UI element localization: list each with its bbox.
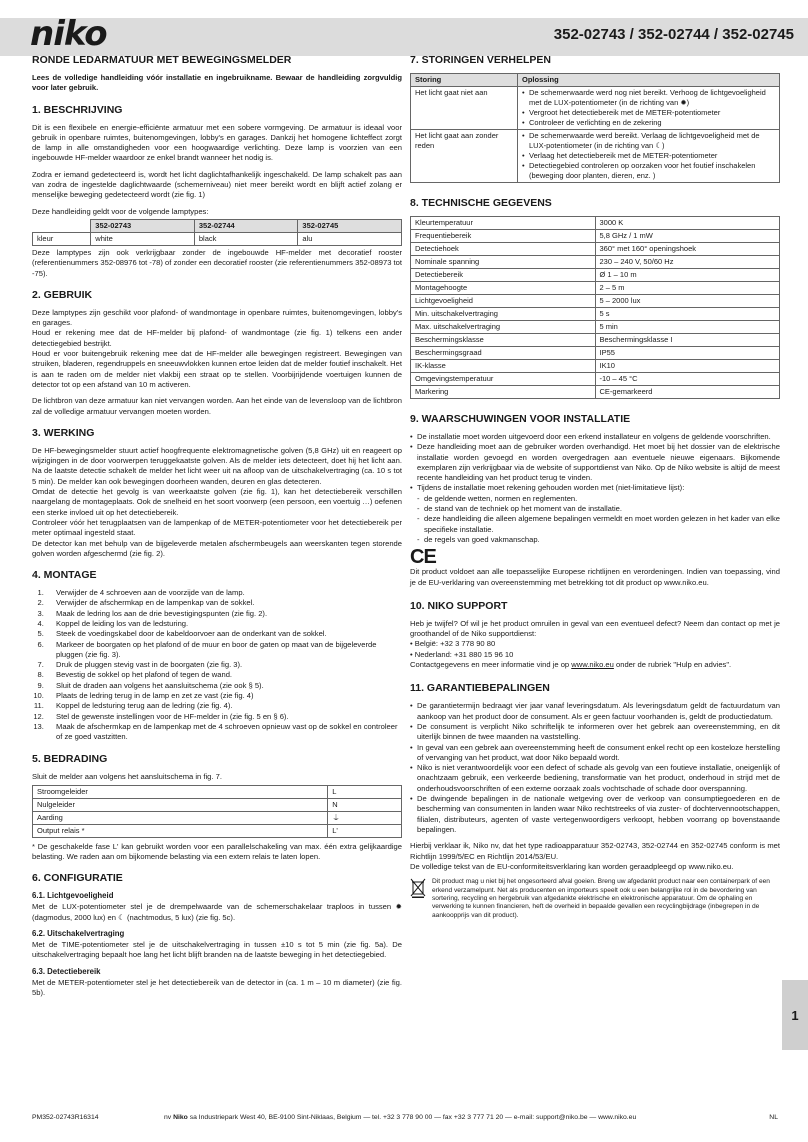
footer-company-prefix: nv <box>164 1114 174 1121</box>
heading-bedrading: 5. BEDRADING <box>32 752 108 765</box>
lamp-types-table <box>32 219 402 246</box>
table-cell: 5 min <box>595 321 780 334</box>
ground-icon: ⏚ <box>328 811 402 824</box>
list-item: • De garantietermijn bedraagt vier jaar vanaf leveringsdatum. Als leveringsdatum geldt de factuurdatum van aankoop van het product door de consument. Als er geen factuur voorhanden is, geldt de productiedatum. <box>417 701 780 722</box>
werking-p4: De detector kan met behulp van de bijgeleverde metalen afschermbeugels aan weerskanten tegen storende golven worden afgeschermd (zie fig. 2). <box>32 538 402 558</box>
list-item: - de stand van de techniek op het moment van de installatie. <box>424 504 780 514</box>
table-row <box>411 386 780 399</box>
list-item: • De schemerwaarde werd nog niet bereikt. Verhoog de lichtgevoeligheid met de LUX-potentiometer (in de richting van ✹) <box>529 88 775 108</box>
table-cell: white <box>91 232 195 245</box>
table-cell: Nulgeleider <box>33 798 328 811</box>
table-row <box>411 321 780 334</box>
weee-bin-icon <box>410 878 426 898</box>
list-item: - de geldende wetten, normen en reglementen. <box>424 494 780 504</box>
niko-website-link[interactable]: www.niko.eu <box>571 660 614 670</box>
table-row <box>411 308 780 321</box>
warnings-b3-text: Tijdens de installatie moet rekening gehouden worden met (niet-limitatieve lijst): <box>417 483 685 493</box>
list-item: 7. Druk de pluggen stevig vast in de boorgaten (zie fig. 3). <box>46 660 402 670</box>
table-cell: Detectiehoek <box>411 243 596 256</box>
table-cell: Aarding <box>33 811 328 824</box>
gebruik-p3: Houd er voor buitengebruik rekening mee dat de HF-melder alle bewegingen registreert. Bewegingen van struiken, bladeren, regendruppels en sneeuwvlokken kunnen ertoe leiden dat de melder foutief inschakelt. Het is aan te raden om de melder niet vlakbij een straat op te stellen. Voorbijrijdende voertuigen kunnen de detector tot op een afstand van 10 m activeren. <box>32 349 402 389</box>
table-cell: Omgevingstemperatuur <box>411 373 596 386</box>
heading-werking: 3. WERKING <box>32 426 95 439</box>
table-cell: 5 s <box>595 308 780 321</box>
werking-p3: Controleer vóór het terugplaatsen van de lampenkap of de METER-potentiometer voor het detectiebereik per meter optimaal ingesteld staat. <box>32 517 402 538</box>
heading-garantie: 11. GARANTIEBEPALINGEN <box>410 682 550 695</box>
table-row <box>33 824 402 837</box>
table-cell: Beschermingsklasse I <box>595 334 780 347</box>
weee-notice <box>410 878 780 920</box>
table-cell <box>518 87 780 130</box>
list-item: • Verlaag het detectiebereik met de METER-potentiometer <box>529 151 775 161</box>
table-row <box>411 295 780 308</box>
heading-storingen: 7. STORINGEN VERHELPEN <box>410 54 552 66</box>
declaration-text-2: De volledige tekst van de EU-conformiteitsverklaring kan worden geraadpleegd op www.niko.eu. <box>410 861 734 871</box>
table-cell: Het licht gaat aan zonder reden <box>411 130 518 183</box>
table-cell: kleur <box>33 232 91 245</box>
table-cell <box>518 130 780 183</box>
table-row <box>411 334 780 347</box>
table-cell: Lichtgevoeligheid <box>411 295 596 308</box>
table-corner <box>33 219 91 232</box>
table-row <box>411 373 780 386</box>
ce-mark-icon: CE <box>410 546 436 569</box>
list-item: 3. Maak de ledring los aan de drie bevestigingspunten (zie fig. 2). <box>46 609 402 619</box>
list-item: 9. Sluit de draden aan volgens het aansluitschema (zie ook § 5). <box>46 681 402 691</box>
support-belgium: • België: +32 3 778 90 80 <box>410 639 496 649</box>
list-item: • In geval van een gebrek aan overeenstemming heeft de consument enkel recht op een kosteloze herstelling of vervanging van het product, wat door Niko bepaald wordt. <box>417 743 780 764</box>
table-cell: Beschermingsklasse <box>411 334 596 347</box>
table-cell: N <box>328 798 402 811</box>
config-p63: Met de METER-potentiometer stel je het detectiebereik van de detector in (ca. 1 m – 10 m diameter) (zie fig. 5b). <box>32 977 402 997</box>
support-netherlands: • Nederland: +31 880 15 96 10 <box>410 649 514 659</box>
table-cell: Montagehoogte <box>411 282 596 295</box>
table-cell: Min. uitschakelvertraging <box>411 308 596 321</box>
heading-montage: 4. MONTAGE <box>32 569 97 582</box>
list-item: • Niko is niet verantwoordelijk voor een defect of schade als gevolg van een foutieve installatie, oneigenlijk of onachtzaam gebruik, een verkeerde bediening, transformatie van het product, onderhoud in strijd met de onderhoudsvoorschriften of een externe oorzaak zoals vochtschade of schade door overspanning. <box>417 763 780 794</box>
list-item: - de regels van goed vakmanschap. <box>424 535 780 545</box>
table-cell: Stroomgeleider <box>33 785 328 798</box>
table-cell: 360° met 160° openingshoek <box>595 243 780 256</box>
table-cell: black <box>194 232 298 245</box>
tech-specs-table <box>410 216 780 399</box>
footer-company <box>164 1114 636 1121</box>
list-item: 1. Verwijder de 4 schroeven aan de voorzijde van de lamp. <box>46 588 402 598</box>
support-contact-pre: Contactgegevens en meer informatie vind je op <box>410 660 572 670</box>
list-item: • Detectiegebied controleren op oorzaken voor het foutief inschakelen (beweging door planten, dieren, enz. ) <box>529 161 775 181</box>
footer-company-rest: sa Industriepark West 40, BE-9100 Sint-Niklaas, Belgium — tel. +32 3 778 90 00 — fax +32 3 777 71 20 — e-mail: support@niko.be — www.niko.eu <box>187 1114 637 1121</box>
werking-p2: Omdat de detectie het gevolg is van weerkaatste golven (zie fig. 1), kan het detectiebereik verschillen naargelang de montageplaats. Ook de snelheid en het soort voorwerp (een persoon, een voertuig …) oefenen een sterke invloed uit op het detectiebereik. <box>32 487 402 517</box>
table-cell: Output relais * <box>33 824 328 837</box>
heading-uitschakelvertraging: 6.2. Uitschakelvertraging <box>32 929 125 939</box>
list-item: • Deze handleiding moet aan de gebruiker worden overhandigd. Het moet bij het dossier van de elektrische installatie worden gevoegd en worden overgedragen aan eventuele nieuwe eigenaars. Bijkomende exemplaren zijn verkrijgbaar via de website of supportdienst van Niko. Op de Niko website is altijd de meest recente handleiding van het product terug te vinden. <box>417 442 780 483</box>
list-item: • De dwingende bepalingen in de nationale wetgeving over de verkoop van consumptiegoederen en de bescherming van consumenten in landen waar Niko rechtstreeks of via zuster- of dochtervennootschappen, filialen, distributeurs, agenten of vaste vertegenwoordigers verkoopt, hebben voorrang op bovenstaande bepalingen. <box>417 794 780 835</box>
table-header: 352-02744 <box>194 219 298 232</box>
table-cell: IK-klasse <box>411 360 596 373</box>
support-contact <box>410 660 780 670</box>
bedrading-p1: Sluit de melder aan volgens het aansluitschema in fig. 7. <box>32 771 222 781</box>
table-cell: Kleurtemperatuur <box>411 217 596 230</box>
heading-gebruik: 2. GEBRUIK <box>32 288 93 301</box>
table-cell: L' <box>328 824 402 837</box>
list-item: 11. Koppel de ledsturing terug aan de ledring (zie fig. 4). <box>46 701 402 711</box>
heading-lichtgevoeligheid: 6.1. Lichtgevoeligheid <box>32 891 114 901</box>
table-cell: Ø 1 – 10 m <box>595 269 780 282</box>
table-cell: Detectiebereik <box>411 269 596 282</box>
list-item: 4. Koppel de leiding los van de ledsturing. <box>46 619 402 629</box>
list-item: - deze handleiding die alleen algemene bepalingen vermeldt en moet worden gelezen in het kader van elke specifieke installatie. <box>424 514 780 535</box>
table-cell: Frequentiebereik <box>411 230 596 243</box>
table-cell: 2 – 5 m <box>595 282 780 295</box>
table-row <box>411 269 780 282</box>
bedrading-note: * De geschakelde fase L' kan gebruikt worden voor een parallelschakeling van max. één extra gelijkaardige belasting. We raden aan om bijkomende belasting via een extern relais te laten lopen. <box>32 841 402 862</box>
table-header: 352-02745 <box>298 219 402 232</box>
heading-technische-gegevens: 8. TECHNISCHE GEGEVENS <box>410 197 552 209</box>
support-contact-post: onder de rubriek "Hulp en advies". <box>613 660 732 670</box>
table-row <box>411 87 780 130</box>
ce-text: Dit product voldoet aan alle toepasselijke Europese richtlijnen en verordeningen. Indien van toepassing, vind je de EU-verklaring van overeenstemming met betrekking tot dit product op www.niko.eu. <box>410 567 780 587</box>
table-cell: Nominale spanning <box>411 256 596 269</box>
warranty-list <box>410 701 780 835</box>
warnings-list <box>410 432 780 545</box>
document-title: RONDE LEDARMATUUR MET BEWEGINGSMELDER <box>32 54 292 66</box>
table-cell: Max. uitschakelvertraging <box>411 321 596 334</box>
list-item: 6. Markeer de boorgaten op het plafond of de muur en boor de gaten op maat van de bijgeleverde pluggen (zie fig. 3). <box>46 640 402 661</box>
right-column <box>410 54 780 920</box>
heading-detectiebereik: 6.3. Detectiebereik <box>32 966 101 976</box>
table-row <box>411 243 780 256</box>
config-p62: Met de TIME-potentiometer stel je de uitschakelvertraging in tussen ±10 s tot 5 min (zie fig. 5a). De uitschakelvertraging bepaalt hoe lang het licht blijft branden na de laatste beweging in het detectiegebied. <box>32 940 402 960</box>
table-row <box>411 282 780 295</box>
table-row <box>33 798 402 811</box>
heading-waarschuwingen: 9. WAARSCHUWINGEN VOOR INSTALLATIE <box>410 413 631 425</box>
beschrijving-p3: Deze handleiding geldt voor de volgende lamptypes: <box>32 206 209 216</box>
list-item: 8. Bevestig de sokkel op het plafond of tegen de wand. <box>46 670 402 680</box>
table-row <box>33 811 402 824</box>
niko-logo: niko <box>30 14 107 54</box>
table-cell: 5 – 2000 lux <box>595 295 780 308</box>
table-cell: Het licht gaat niet aan <box>411 87 518 130</box>
weee-text: Dit product mag u niet bij het ongesorteerd afval goeien. Breng uw afgedankt product naar een containerpark of een erkend verzamelpunt. Net als producenten en importeurs speelt ook u een belangrijke rol in de bevordering van sortering, recycling en hergebruik van afgedankte elektrische en elektronische apparatuur. Om de ophaling en verwerking te kunnen financieren, heft de overheid in bepaalde gevallen een recyclingbijdrage (inbegrepen in de aankoopprijs van dit product). <box>432 878 770 919</box>
product-refs: 352-02743 / 352-02744 / 352-02745 <box>553 26 794 43</box>
table-cell: CE-gemarkeerd <box>595 386 780 399</box>
config-p61: Met de LUX-potentiometer stel je de drempelwaarde van de schemerschakelaar traploos in tussen ✹ (dagmodus, 2000 lux) en ☾ (nachtmodus, 5 lux) (zie fig. 5c). <box>32 902 402 922</box>
gebruik-p1: Deze lamptypes zijn geschikt voor plafond- of wandmontage in openbare ruimtes, buitenomgevingen, lobby's en garages. <box>32 307 402 328</box>
list-item: • De installatie moet worden uitgevoerd door een erkend installateur en volgens de geldende voorschriften. <box>417 432 780 442</box>
table-header: Oplossing <box>518 74 780 87</box>
table-row <box>411 256 780 269</box>
list-item <box>417 483 780 545</box>
warnings-sublist <box>417 494 780 545</box>
declaration-text: Hierbij verklaar ik, Niko nv, dat het type radioapparatuur 352-02743, 352-02744 en 352-02745 conform is met Richtlijn 1999/5/EC en Richtlijn 2014/53/EU. <box>410 841 780 861</box>
footer-code: PM352-02743R16314 <box>32 1114 99 1121</box>
heading-niko-support: 10. NIKO SUPPORT <box>410 599 508 612</box>
list-item: 13. Maak de afschermkap en de lampenkap met de 4 schroeven opnieuw vast op de sokkel en controleer of ze goed vastzitten. <box>46 722 402 743</box>
table-row <box>33 785 402 798</box>
list-item: • Controleer de verlichting en de zekering <box>529 118 775 128</box>
intro-text: Lees de volledige handleiding vóór installatie en ingebruikname. Bewaar de handleiding zorgvuldig voor later gebruik. <box>32 73 402 93</box>
table-cell: Markering <box>411 386 596 399</box>
table-cell: 3000 K <box>595 217 780 230</box>
table-cell: 5,8 GHz / 1 mW <box>595 230 780 243</box>
gebruik-p2: Houd er rekening mee dat de HF-melder bij plafond- of wandmontage (zie fig. 1) telkens een ander detectiegebied bestrijkt. <box>32 328 402 348</box>
table-row <box>411 130 780 183</box>
table-row <box>411 217 780 230</box>
table-cell: alu <box>298 232 402 245</box>
list-item: • De schemerwaarde werd bereikt. Verlaag de lichtgevoeligheid met de LUX-potentiometer (in de richting van ☾) <box>529 131 775 151</box>
footer-lang: NL <box>769 1114 778 1121</box>
table-row <box>411 360 780 373</box>
list-item: • De consument is verplicht Niko schriftelijk te informeren over het gebrek aan overeenstemming, en dit uiterlijk binnen de twee maanden na vaststelling. <box>417 722 780 743</box>
table-cell: -10 – 45 °C <box>595 373 780 386</box>
list-item: 10. Plaats de ledring terug in de lamp en zet ze vast (zie fig. 4) <box>46 691 402 701</box>
montage-steps <box>32 588 402 742</box>
solution-list <box>522 131 775 181</box>
page-number-tab: 1 <box>782 980 808 1050</box>
table-cell: Beschermingsgraad <box>411 347 596 360</box>
table-header: 352-02743 <box>91 219 195 232</box>
heading-beschrijving: 1. BESCHRIJVING <box>32 103 123 116</box>
list-item: 2. Verwijder de afschermkap en de lampenkap van de sokkel. <box>46 598 402 608</box>
table-cell: IK10 <box>595 360 780 373</box>
list-item: 5. Steek de voedingskabel door de kabeldoorvoer aan de onderkant van de sokkel. <box>46 629 402 639</box>
heading-configuratie: 6. CONFIGURATIE <box>32 872 123 885</box>
wiring-table <box>32 785 402 838</box>
table-cell: L <box>328 785 402 798</box>
table-cell: 230 – 240 V, 50/60 Hz <box>595 256 780 269</box>
gebruik-p4: De lichtbron van deze armatuur kan niet vervangen worden. Aan het einde van de levensloop van de lichtbron zal de volledige armatuur vervangen moeten worden. <box>32 396 402 416</box>
solution-list <box>522 88 775 128</box>
beschrijving-p1: Dit is een flexibele en energie-efficiënte armatuur met een sobere vormgeving. De armatuur is ideaal voor gebruik in openbare ruimtes, buitenomgevingen, lobby's en garages. Dankzij het homogene lichteffect zorgt de lamp in alle omstandigheden voor een hoogwaardige verlichting. Deze lamp is voorzien van een ingebouwde HF-melder waardoor ze enkel brandt wanneer het nodig is. <box>32 122 402 163</box>
werking-p1: De HF-bewegingsmelder stuurt actief hoogfrequente elektromagnetische golven (5,8 GHz) uit en reageert op wijzigingen in de door voorwerpen teruggekaatste golven. Als de melder iets detecteert, doet hij het licht aan. Na de laatste detectie schakelt de melder het licht weer uit na afloop van de uitschakelvertraging (ca. 10 s tot 5 min). De melder kan ook bewegingen doorheen wanden, deuren en glas detecteren. <box>32 445 402 486</box>
beschrijving-p2: Zodra er iemand gedetecteerd is, wordt het licht daglichtafhankelijk ingeschakeld. De lamp schakelt pas aan van zodra de ingestelde daglichtwaarde (schemerniveau) niet meer bereikt wordt en blijft actief zolang er menselijke beweging gedetecteerd wordt (zie fig. 1) <box>32 169 402 200</box>
troubleshooting-table <box>410 73 780 183</box>
support-p1: Heb je twijfel? Of wil je het product omruilen in geval van een eventueel defect? Neem dan contact op met je groothandel of de Niko supportdienst: <box>410 618 780 639</box>
table-row <box>411 230 780 243</box>
list-item: 12. Stel de gewenste instellingen voor de HF-melder in (zie fig. 5 en § 6). <box>46 712 402 722</box>
table-cell: IP55 <box>595 347 780 360</box>
beschrijving-p4: Deze lamptypes zijn ook verkrijgbaar zonder de ingebouwde HF-melder met decoratief rooster (referentienummers 352-08976 tot -78) of zonder een decoratief rooster (zie referentienummers 352-08973 tot -75). <box>32 247 402 278</box>
footer-company-brand: Niko <box>173 1114 188 1121</box>
table-header: Storing <box>411 74 518 87</box>
list-item: • Vergroot het detectiebereik met de METER-potentiometer <box>529 108 775 118</box>
table-row <box>411 347 780 360</box>
left-column <box>32 54 402 1004</box>
